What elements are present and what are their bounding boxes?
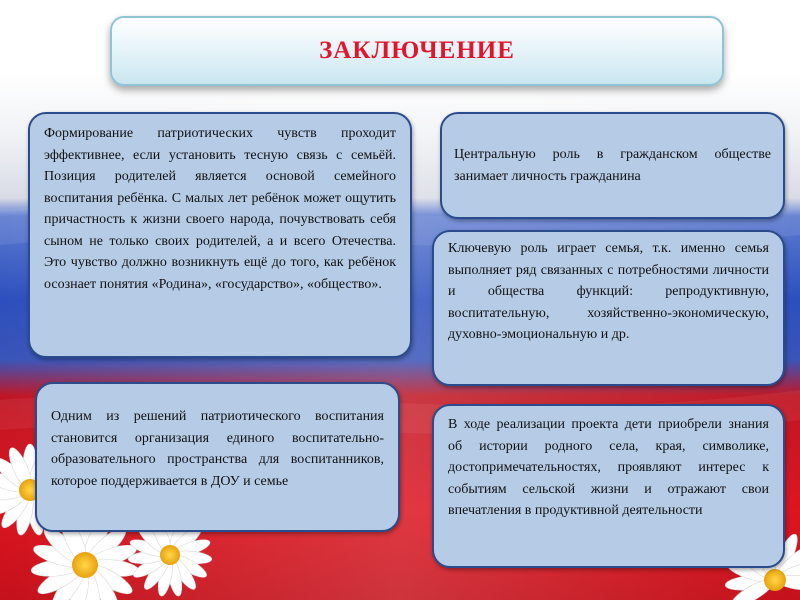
text-block-formation-text: Формирование патриотических чувств проходит эффективнее, если установить тесную связь с семьёй. Позиция родителей является основой семейного воспитания ребёнка. С малых лет ребёнок может ощутить причастность к жизни своего народа, почувствовать себя сыном не только своих родителей, а и всего Отечества. Это чувство должно возникнуть ещё до того, как ребёнок осознает понятия «Родина», «государство», «общество».: [44, 126, 396, 292]
text-block-central-role: [440, 112, 785, 219]
page-title: ЗАКЛЮЧЕНИЕ: [319, 37, 515, 64]
text-block-project-result-text: В ходе реализации проекта дети приобрели знания об истории родного села, края, символике, достопримечательностях, проявляют интерес к событиям сельской жизни и отражают свои впечатления в продуктивной деятельности: [448, 417, 769, 518]
title-banner: [110, 16, 724, 86]
text-block-project-result: [432, 404, 785, 568]
text-block-solution-text: Одним из решений патриотического воспитания становится организация единого воспитательно-образовательного пространства для воспитанников, которое поддерживается в ДОУ и семье: [51, 409, 384, 489]
text-block-solution: [35, 382, 400, 532]
text-block-family-role: [432, 230, 785, 386]
text-block-central-role-text: Центральную роль в гражданском обществе занимает личность гражданина: [454, 147, 771, 184]
text-block-family-role-text: Ключевую роль играет семья, т.к. именно семья выполняет ряд связанных с потребностями личности и общества функций: репродуктивную, воспитательную, хозяйственно-экономическую, духовно-эмоциональную и др.: [448, 241, 769, 342]
text-block-formation: [28, 112, 412, 358]
